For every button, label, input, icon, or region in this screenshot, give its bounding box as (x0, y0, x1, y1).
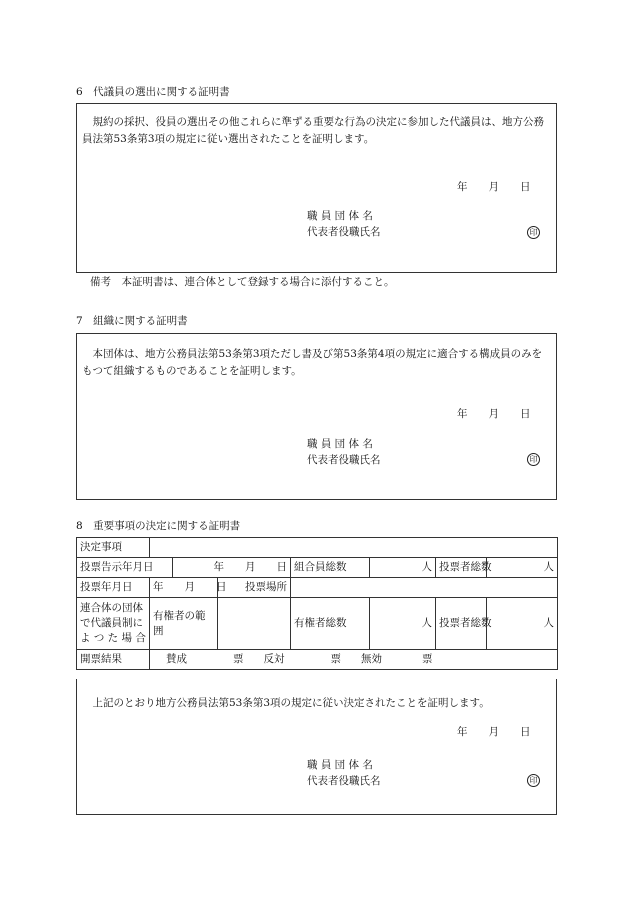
section6-org-label: 職 員 団 体 名 (307, 210, 373, 222)
total-members-unit: 人 (370, 558, 436, 578)
table-row (77, 650, 558, 670)
total-eligible-unit: 人 (370, 598, 436, 650)
section6-body-text: 規約の採択、役員の選出その他これらに準ずる重要な行為の決定に参加した代議員は、地方公務員法第53条第3項の規定に従い選出されたことを証明します。 (82, 116, 544, 145)
decision-item-value (150, 538, 558, 558)
total-voters-label-2: 投票者総数 (436, 598, 487, 650)
favor-unit: 票 (233, 653, 244, 666)
total-eligible-label: 有権者総数 (291, 598, 370, 650)
table-row (77, 598, 558, 650)
total-voters-unit: 人 (487, 558, 558, 578)
section7-org-label: 職 員 団 体 名 (307, 438, 373, 450)
result-values (150, 650, 558, 670)
section7-certificate-box (76, 333, 557, 500)
section8-rep-label: 代表者役職氏名 (307, 775, 381, 787)
decision-table (76, 537, 558, 670)
result-label: 開票結果 (77, 650, 150, 670)
eligible-scope-label: 有権者の範囲 (150, 598, 218, 650)
favor-label: 賛成 (166, 653, 187, 666)
vote-date-value: 年 月 日 (150, 578, 218, 598)
table-row (77, 538, 558, 558)
section6-note: 備考 本証明書は、連合体として登録する場合に添付すること。 (90, 276, 395, 288)
section8-seal-icon: 印 (527, 774, 540, 787)
section8-date: 年 月 日 (457, 726, 531, 738)
eligible-scope-value (218, 598, 291, 650)
total-voters-unit-2: 人 (487, 598, 558, 650)
vote-place-value (291, 578, 558, 598)
invalid-label: 無効 (361, 653, 382, 666)
total-members-label: 組合員総数 (291, 558, 370, 578)
section7-seal-icon: 印 (527, 453, 540, 466)
section6-date: 年 月 日 (457, 181, 531, 193)
notice-date-label: 投票告示年月日 (77, 558, 173, 578)
decision-item-label: 決定事項 (77, 538, 150, 558)
federation-delegate-label: 連合体の団体で代議員制によ つ た 場 合 (77, 598, 150, 650)
section8-org-label: 職 員 団 体 名 (307, 759, 373, 771)
section8-heading: 8 重要事項の決定に関する証明書 (76, 520, 241, 532)
vote-place-label: 投票場所 (218, 578, 291, 598)
against-unit: 票 (330, 653, 341, 666)
section6-certificate-box (76, 103, 557, 273)
section6-seal-icon: 印 (527, 226, 540, 239)
section6-rep-label: 代表者役職氏名 (307, 226, 381, 238)
section8-certificate-box (76, 679, 557, 815)
section7-body-text: 本団体は、地方公務員法第53条第3項ただし書及び第53条第4項の規定に適合する構成員のみをもつて組織するものであることを証明します。 (82, 348, 543, 377)
table-row (77, 558, 558, 578)
against-label: 反対 (263, 653, 285, 666)
section7-heading: 7 組織に関する証明書 (76, 315, 188, 327)
section6-heading: 6 代議員の選出に関する証明書 (76, 86, 230, 98)
total-voters-label: 投票者総数 (436, 558, 487, 578)
section7-date: 年 月 日 (457, 408, 531, 420)
vote-date-label: 投票年月日 (77, 578, 150, 598)
notice-date-value: 年 月 日 (173, 558, 291, 578)
invalid-unit: 票 (422, 653, 433, 666)
section7-rep-label: 代表者役職氏名 (307, 454, 381, 466)
section8-body-text: 上記のとおり地方公務員法第53条第3項の規定に従い決定されたことを証明します。 (82, 697, 490, 709)
table-row (77, 578, 558, 598)
